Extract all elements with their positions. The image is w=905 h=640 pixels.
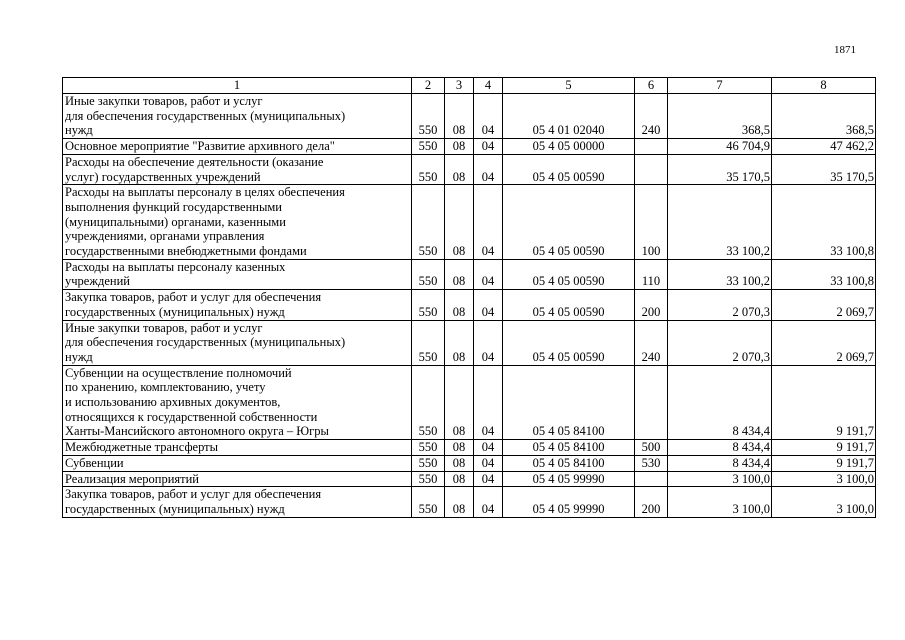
budget-table — [62, 77, 876, 518]
table-header-row — [63, 78, 876, 94]
column-header: 8 — [772, 78, 876, 94]
table-row — [63, 154, 876, 184]
column-header: 2 — [412, 78, 445, 94]
section-cell: 08 — [445, 94, 474, 139]
ministry-code-cell: 550 — [412, 471, 445, 487]
subsection-cell: 04 — [474, 365, 503, 440]
column-header: 6 — [635, 78, 668, 94]
ministry-code-cell: 550 — [412, 94, 445, 139]
expense-type-cell — [635, 154, 668, 184]
amount-year2-cell: 368,5 — [772, 94, 876, 139]
amount-year2-cell: 2 069,7 — [772, 290, 876, 320]
subsection-cell: 04 — [474, 320, 503, 365]
amount-year2-cell: 9 191,7 — [772, 365, 876, 440]
ministry-code-cell: 550 — [412, 290, 445, 320]
target-article-cell: 05 4 05 00000 — [503, 139, 635, 155]
section-cell: 08 — [445, 185, 474, 260]
amount-year1-cell: 8 434,4 — [668, 455, 772, 471]
table-row — [63, 320, 876, 365]
section-cell: 08 — [445, 455, 474, 471]
section-cell: 08 — [445, 365, 474, 440]
target-article-cell: 05 4 05 84100 — [503, 455, 635, 471]
expense-type-cell: 200 — [635, 290, 668, 320]
expense-type-cell: 200 — [635, 487, 668, 517]
page-number: 1871 — [834, 44, 856, 56]
row-name-cell: Иные закупки товаров, работ и услуг для обеспечения государственных (муниципальных) нужд — [63, 320, 412, 365]
table-row — [63, 290, 876, 320]
ministry-code-cell: 550 — [412, 365, 445, 440]
row-name-cell: Расходы на обеспечение деятельности (оказание услуг) государственных учреждений — [63, 154, 412, 184]
section-cell: 08 — [445, 320, 474, 365]
table-row — [63, 185, 876, 260]
column-header: 3 — [445, 78, 474, 94]
section-cell: 08 — [445, 139, 474, 155]
ministry-code-cell: 550 — [412, 259, 445, 289]
amount-year1-cell: 8 434,4 — [668, 365, 772, 440]
target-article-cell: 05 4 05 84100 — [503, 440, 635, 456]
ministry-code-cell: 550 — [412, 320, 445, 365]
amount-year2-cell: 35 170,5 — [772, 154, 876, 184]
subsection-cell: 04 — [474, 455, 503, 471]
expense-type-cell — [635, 139, 668, 155]
table-row — [63, 139, 876, 155]
amount-year2-cell: 3 100,0 — [772, 471, 876, 487]
target-article-cell: 05 4 05 99990 — [503, 471, 635, 487]
subsection-cell: 04 — [474, 487, 503, 517]
ministry-code-cell: 550 — [412, 455, 445, 471]
amount-year2-cell: 47 462,2 — [772, 139, 876, 155]
section-cell: 08 — [445, 259, 474, 289]
section-cell: 08 — [445, 290, 474, 320]
row-name-cell: Закупка товаров, работ и услуг для обеспечения государственных (муниципальных) нужд — [63, 487, 412, 517]
column-header: 5 — [503, 78, 635, 94]
subsection-cell: 04 — [474, 259, 503, 289]
subsection-cell: 04 — [474, 290, 503, 320]
subsection-cell: 04 — [474, 154, 503, 184]
amount-year1-cell: 3 100,0 — [668, 487, 772, 517]
row-name-cell: Закупка товаров, работ и услуг для обеспечения государственных (муниципальных) нужд — [63, 290, 412, 320]
expense-type-cell: 240 — [635, 320, 668, 365]
amount-year2-cell: 9 191,7 — [772, 440, 876, 456]
expense-type-cell: 500 — [635, 440, 668, 456]
subsection-cell: 04 — [474, 94, 503, 139]
expense-type-cell: 110 — [635, 259, 668, 289]
subsection-cell: 04 — [474, 139, 503, 155]
table-row — [63, 455, 876, 471]
ministry-code-cell: 550 — [412, 139, 445, 155]
section-cell: 08 — [445, 487, 474, 517]
amount-year2-cell: 33 100,8 — [772, 259, 876, 289]
expense-type-cell: 530 — [635, 455, 668, 471]
target-article-cell: 05 4 05 99990 — [503, 487, 635, 517]
target-article-cell: 05 4 05 00590 — [503, 154, 635, 184]
target-article-cell: 05 4 05 00590 — [503, 320, 635, 365]
subsection-cell: 04 — [474, 185, 503, 260]
section-cell: 08 — [445, 471, 474, 487]
target-article-cell: 05 4 05 00590 — [503, 259, 635, 289]
column-header: 1 — [63, 78, 412, 94]
amount-year2-cell: 3 100,0 — [772, 487, 876, 517]
section-cell: 08 — [445, 440, 474, 456]
target-article-cell: 05 4 05 00590 — [503, 290, 635, 320]
row-name-cell: Основное мероприятие "Развитие архивного дела" — [63, 139, 412, 155]
ministry-code-cell: 550 — [412, 440, 445, 456]
amount-year2-cell: 2 069,7 — [772, 320, 876, 365]
target-article-cell: 05 4 01 02040 — [503, 94, 635, 139]
row-name-cell: Реализация мероприятий — [63, 471, 412, 487]
target-article-cell: 05 4 05 00590 — [503, 185, 635, 260]
table-row — [63, 471, 876, 487]
row-name-cell: Субвенции — [63, 455, 412, 471]
row-name-cell: Межбюджетные трансферты — [63, 440, 412, 456]
expense-type-cell — [635, 471, 668, 487]
column-header: 7 — [668, 78, 772, 94]
amount-year1-cell: 33 100,2 — [668, 259, 772, 289]
amount-year1-cell: 368,5 — [668, 94, 772, 139]
amount-year2-cell: 9 191,7 — [772, 455, 876, 471]
row-name-cell: Иные закупки товаров, работ и услуг для обеспечения государственных (муниципальных) нужд — [63, 94, 412, 139]
ministry-code-cell: 550 — [412, 185, 445, 260]
row-name-cell: Расходы на выплаты персоналу казенных учреждений — [63, 259, 412, 289]
amount-year1-cell: 2 070,3 — [668, 320, 772, 365]
amount-year1-cell: 35 170,5 — [668, 154, 772, 184]
table-row — [63, 365, 876, 440]
expense-type-cell: 240 — [635, 94, 668, 139]
expense-type-cell: 100 — [635, 185, 668, 260]
column-header: 4 — [474, 78, 503, 94]
subsection-cell: 04 — [474, 440, 503, 456]
table-row — [63, 94, 876, 139]
section-cell: 08 — [445, 154, 474, 184]
table-row — [63, 440, 876, 456]
table-row — [63, 487, 876, 517]
amount-year1-cell: 33 100,2 — [668, 185, 772, 260]
expense-type-cell — [635, 365, 668, 440]
row-name-cell: Субвенции на осуществление полномочий по хранению, комплектованию, учету и использованию архивных документов, относящихся к государственной собственности Ханты-Мансийского автономного округа – Югры — [63, 365, 412, 440]
amount-year1-cell: 3 100,0 — [668, 471, 772, 487]
amount-year1-cell: 46 704,9 — [668, 139, 772, 155]
target-article-cell: 05 4 05 84100 — [503, 365, 635, 440]
row-name-cell: Расходы на выплаты персоналу в целях обеспечения выполнения функций государственными (муниципальными) органами, казенными учреждениями, органами управления государственными внебюджетными фондами — [63, 185, 412, 260]
amount-year1-cell: 8 434,4 — [668, 440, 772, 456]
amount-year2-cell: 33 100,8 — [772, 185, 876, 260]
table-row — [63, 259, 876, 289]
ministry-code-cell: 550 — [412, 154, 445, 184]
ministry-code-cell: 550 — [412, 487, 445, 517]
amount-year1-cell: 2 070,3 — [668, 290, 772, 320]
subsection-cell: 04 — [474, 471, 503, 487]
